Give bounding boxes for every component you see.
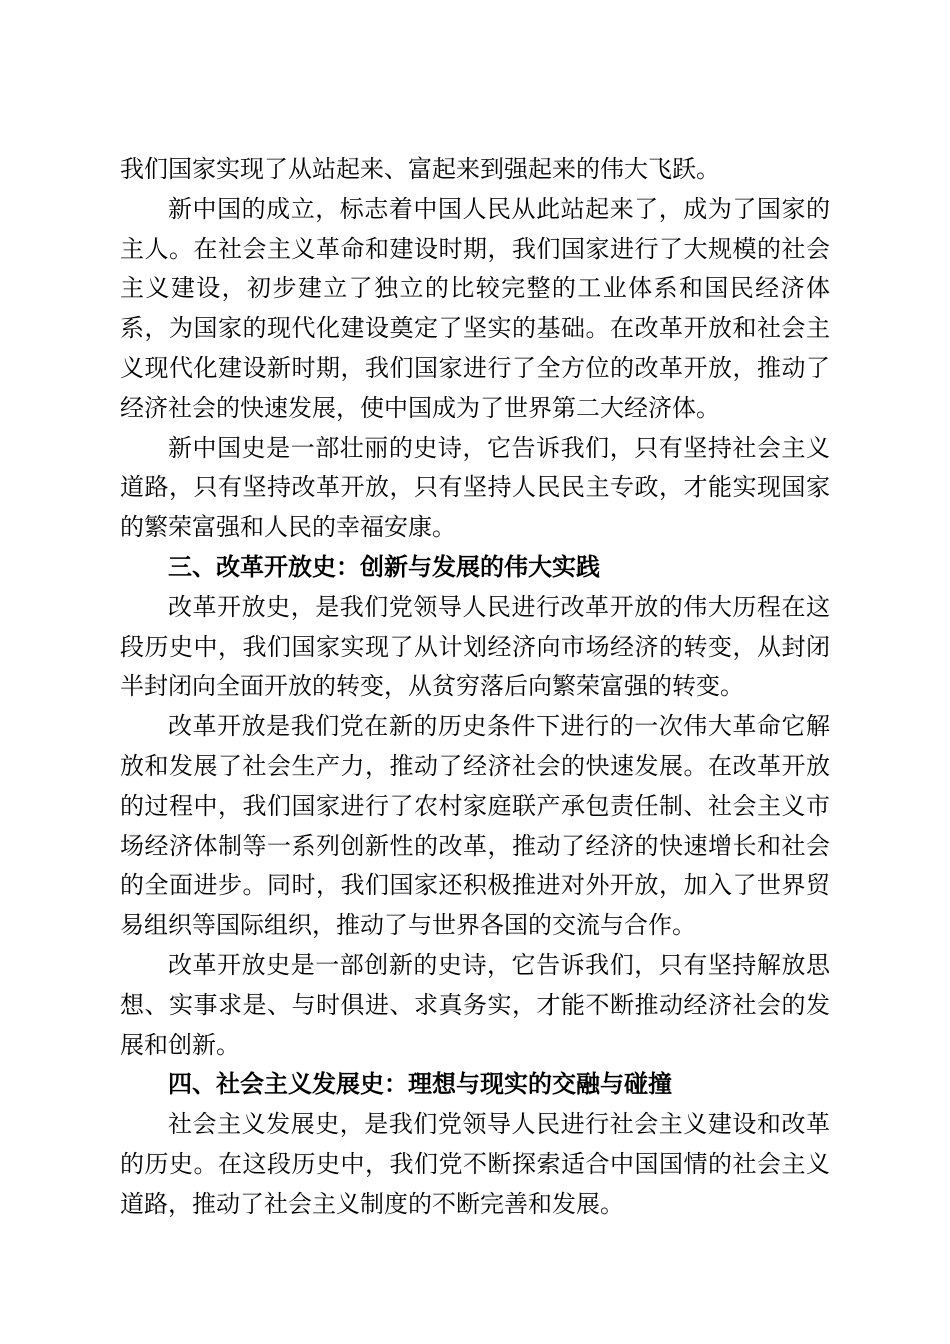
section-heading-reform-opening: 三、改革开放史：创新与发展的伟大实践 <box>168 552 600 581</box>
paragraph-reform-summary: 改革开放史是一部创新的史诗，它告诉我们，只有坚持解放思想、实事求是、与时俱进、求真务实，才能不断推动经济社会的发展和创新。 <box>120 950 830 1059</box>
document-body <box>120 150 830 1225</box>
paragraph-socialism-history: 社会主义发展史，是我们党领导人民进行社会主义建设和改革的历史。在这段历史中，我们党不断探索适合中国国情的社会主义道路，推动了社会主义制度的不断完善和发展。 <box>120 1110 830 1218</box>
paragraph-new-china-history-summary: 新中国史是一部壮丽的史诗，它告诉我们，只有坚持社会主义道路，只有坚持改革开放，只有坚持人民民主专政，才能实现国家的繁荣富强和人民的幸福安康。 <box>120 433 830 542</box>
section-heading-socialism-development: 四、社会主义发展史：理想与现实的交融与碰撞 <box>168 1070 672 1099</box>
paragraph-continued: 我们国家实现了从站起来、富起来到强起来的伟大飞跃。 <box>120 155 720 183</box>
paragraph-reform-revolution: 改革开放是我们党在新的历史条件下进行的一次伟大革命它解放和发展了社会生产力，推动了经济社会的快速发展。在改革开放的过程中，我们国家进行了农村家庭联产承包责任制、社会主义市场经济体制等一系列创新性的改革，推动了经济的快速增长和社会的全面进步。同时，我们国家还积极推进对外开放，加入了世界贸易组织等国际组织，推动了与世界各国的交流与合作。 <box>120 712 830 940</box>
paragraph-reform-history: 改革开放史，是我们党领导人民进行改革开放的伟大历程在这段历史中，我们国家实现了从计划经济向市场经济的转变，从封闭半封闭向全面开放的转变，从贫穷落后向繁荣富强的转变。 <box>120 592 830 701</box>
paragraph-new-china-founding: 新中国的成立，标志着中国人民从此站起来了，成为了国家的主人。在社会主义革命和建设时期，我们国家进行了大规模的社会主义建设，初步建立了独立的比较完整的工业体系和国民经济体系，为国家的现代化建设奠定了坚实的基础。在改革开放和社会主义现代化建设新时期，我们国家进行了全方位的改革开放，推动了经济社会的快速发展，使中国成为了世界第二大经济体。 <box>120 194 830 422</box>
